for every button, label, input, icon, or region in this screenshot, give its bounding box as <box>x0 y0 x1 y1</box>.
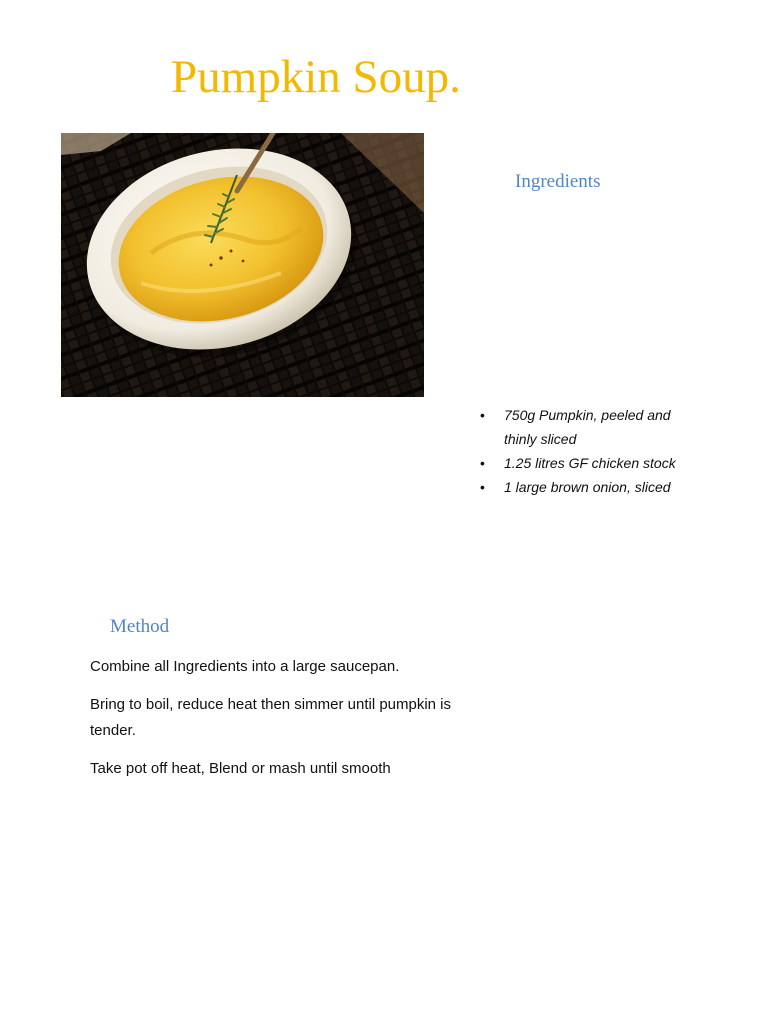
list-item <box>480 403 680 451</box>
method-heading: Method <box>110 616 170 637</box>
method-step: Bring to boil, reduce heat then simmer until pumpkin is tender. <box>90 696 452 739</box>
ingredient-text: 1 large brown onion, sliced <box>504 479 671 495</box>
bullet-icon: • <box>480 407 485 423</box>
bullet-icon: • <box>480 455 485 471</box>
list-item <box>480 475 680 499</box>
bullet-icon: • <box>480 479 485 495</box>
ingredients-list <box>480 403 680 499</box>
ingredient-text: 750g Pumpkin, peeled and thinly sliced <box>504 407 671 447</box>
method-steps <box>90 654 485 794</box>
method-step: Combine all Ingredients into a large saucepan. <box>90 658 400 675</box>
pumpkin-soup-photo <box>61 133 424 397</box>
method-step: Take pot off heat, Blend or mash until smooth <box>90 760 391 777</box>
list-item <box>480 451 680 475</box>
recipe-title: Pumpkin Soup. <box>171 51 461 103</box>
ingredients-heading: Ingredients <box>515 171 601 192</box>
ingredient-text: 1.25 litres GF chicken stock <box>504 455 676 471</box>
